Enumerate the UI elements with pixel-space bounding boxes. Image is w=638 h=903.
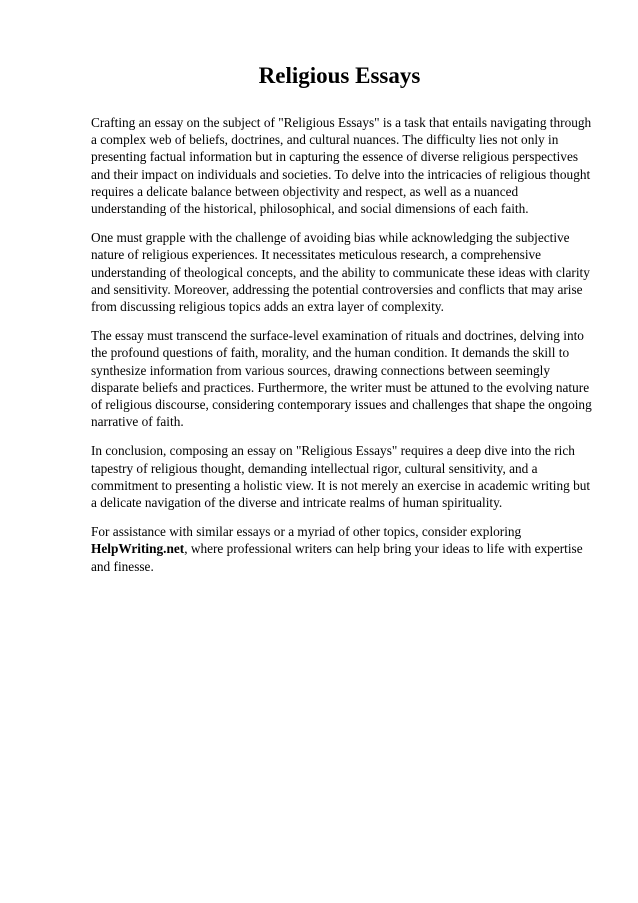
- closing-intro: For assistance with similar essays or a myriad of other topics, consider exploring: [91, 524, 522, 540]
- paragraph-2: One must grapple with the challenge of avoiding bias while acknowledging the subjective nature of religious experiences. It necessitates meticulous research, a comprehensive understanding of theological concepts, and the ability to communicate these ideas with clarity and sensitivity. Moreover, addressing the potential controversies and conflicts that may arise from discussing religious topics adds an extra layer of complexity.: [91, 230, 590, 315]
- paragraph-3: The essay must transcend the surface-level examination of rituals and doctrines, delving into the profound questions of faith, morality, and the human condition. It demands the skill to synthesize information from various sources, drawing connections between seemingly disparate beliefs and practices. Furthermore, the writer must be attuned to the evolving nature of religious discourse, considering contemporary issues and challenges that shape the ongoing narrative of faith.: [91, 328, 592, 430]
- brand-name: HelpWriting.net: [91, 541, 185, 557]
- document-title: Religious Essays: [258, 63, 421, 88]
- paragraph-1: Crafting an essay on the subject of "Religious Essays" is a task that entails navigating through a complex web of beliefs, doctrines, and cultural nuances. The difficulty lies not only in presenting factual information but in capturing the essence of diverse religious perspectives and their impact on individuals and societies. To delve into the intricacies of religious thought requires a delicate balance between objectivity and respect, as well as a nuanced understanding of the historical, philosophical, and social dimensions of each faith.: [91, 115, 592, 217]
- closing-paragraph: [91, 523, 596, 575]
- closing-outro: , where professional writers can help bring your ideas to life with expertise and finesse.: [91, 541, 583, 574]
- paragraph-4: In conclusion, composing an essay on "Religious Essays" requires a deep dive into the rich tapestry of religious thought, demanding intellectual rigor, cultural sensitivity, and a commitment to presenting a holistic view. It is not merely an exercise in academic writing but a delicate navigation of the diverse and intricate realms of human spirituality.: [91, 443, 591, 511]
